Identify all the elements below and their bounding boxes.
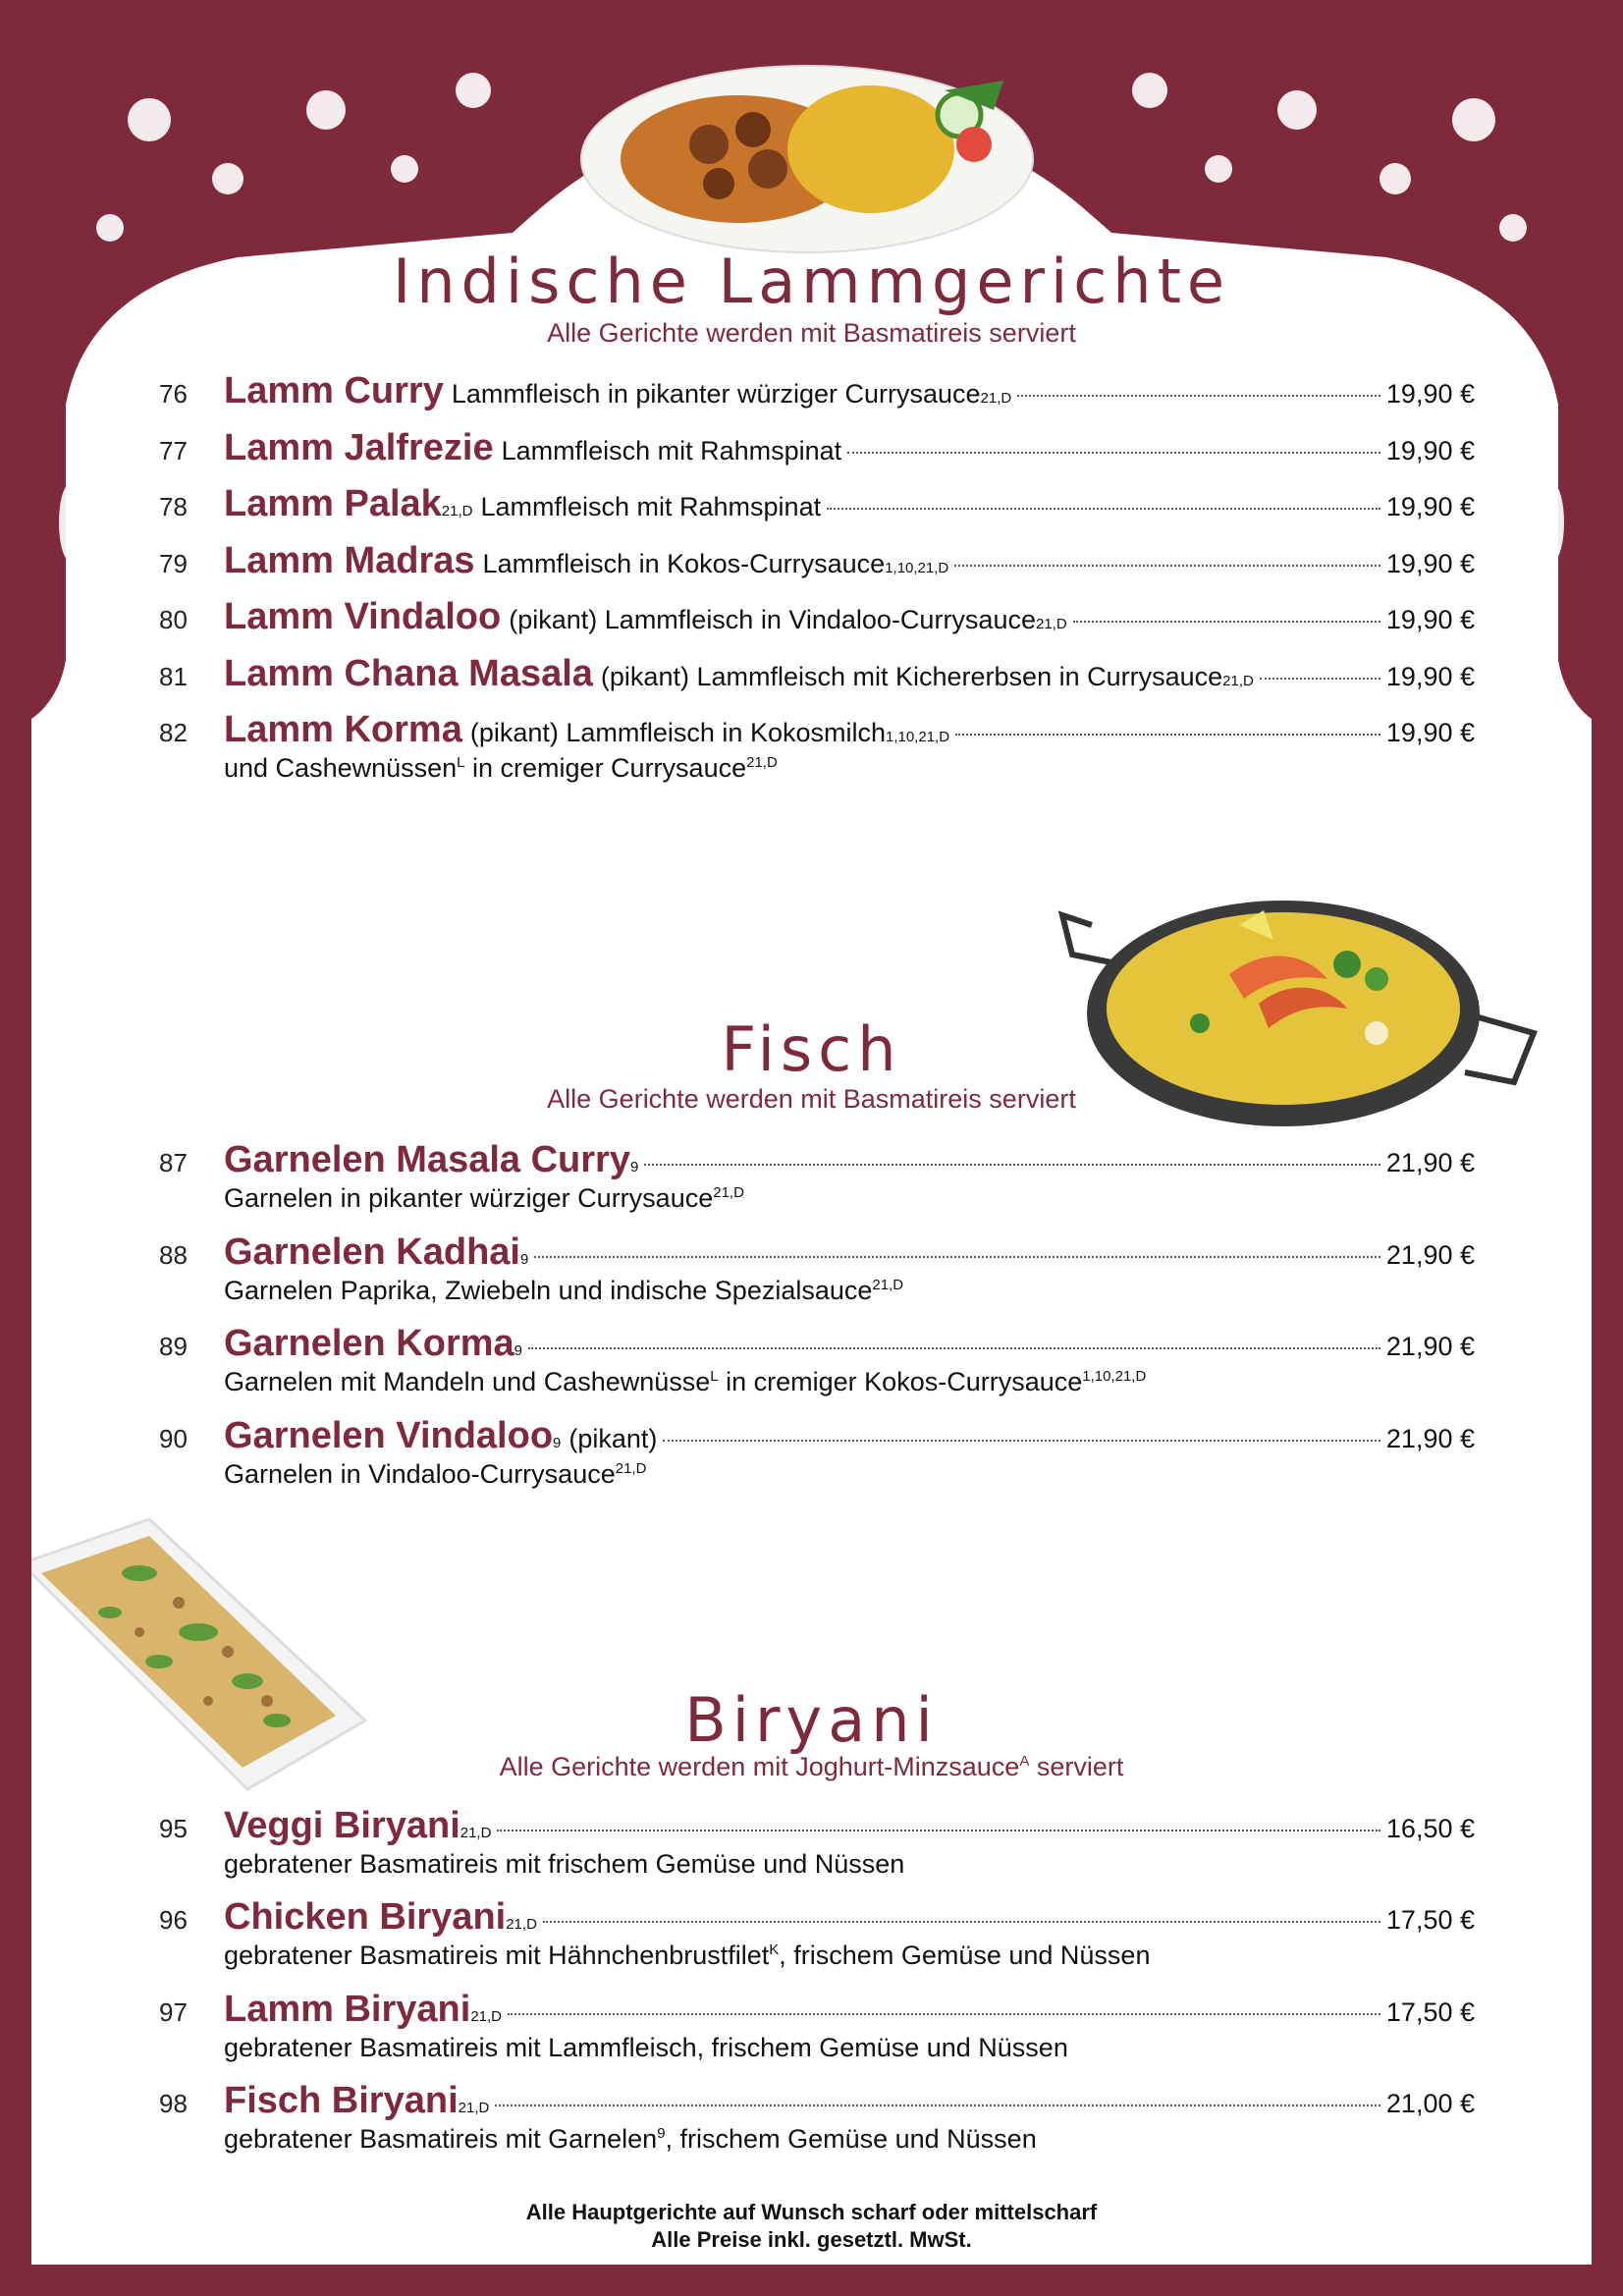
allergen-code: 21,D <box>872 1277 904 1293</box>
menu-page <box>31 31 1592 2265</box>
item-name: Veggi Biryani <box>224 1805 460 1846</box>
item-description-line2 <box>224 1367 1475 1397</box>
item-description: Garnelen mit Mandeln und Cashewnüsse <box>224 1367 711 1396</box>
dot-leader <box>495 2105 1380 2106</box>
section-title-biryani: Biryani <box>684 1684 939 1756</box>
menu-item: 76 Lamm Curry Lammfleisch in pikanter würziger Currysauce 21,D 19,90 € <box>159 370 1475 411</box>
item-description: , frischem Gemüse und Nüssen <box>665 2124 1037 2154</box>
item-number: 81 <box>159 662 188 691</box>
item-description-line2 <box>224 1459 1475 1490</box>
item-name: Lamm Korma <box>224 709 462 750</box>
menu-item <box>159 427 1475 469</box>
dot-leader <box>644 1164 1380 1166</box>
item-description: gebratener Basmatireis mit Hähnchenbrustfilet <box>224 1941 770 1970</box>
item-description-line2 <box>224 2124 1475 2155</box>
item-description: gebratener Basmatireis mit Lammfleisch, frischem Gemüse und Nüssen <box>224 2033 1068 2062</box>
item-price: 21,00 € <box>1385 2089 1475 2118</box>
item-name: Lamm Curry <box>224 370 444 411</box>
item-description: Lammfleisch mit Rahmspinat <box>480 492 822 521</box>
item-price: 19,90 € <box>1385 605 1475 634</box>
item-description-line2 <box>224 1276 1475 1306</box>
item-description: Lammfleisch in Kokos-Currysauce <box>482 549 886 578</box>
item-description: Garnelen in pikanter würziger Currysauce <box>224 1183 714 1213</box>
item-description: (pikant) Lammfleisch mit Kichererbsen in Currysauce <box>600 662 1223 691</box>
item-price: 19,90 € <box>1385 436 1475 465</box>
item-number: 77 <box>159 436 188 465</box>
dot-leader <box>543 1921 1380 1923</box>
item-name: Lamm Biryani <box>224 1989 471 2030</box>
item-name: Lamm Vindaloo <box>224 596 502 637</box>
dot-leader <box>847 452 1380 454</box>
item-description-line2 <box>224 1183 1475 1214</box>
item-description: in cremiger Currysauce <box>464 753 747 783</box>
item-description-line2 <box>224 753 1475 784</box>
footer-line-spice: Alle Hauptgerichte auf Wunsch scharf oder mittelscharf <box>525 2200 1098 2224</box>
lamb-curry-plate-image <box>571 51 1043 267</box>
item-number: 76 <box>159 379 188 409</box>
section-title-fish: Fisch <box>721 1013 902 1085</box>
item-description: (pikant) Lammfleisch in Kokosmilch <box>469 718 886 747</box>
item-name: Fisch Biryani <box>224 2080 459 2121</box>
item-number: 97 <box>159 1997 188 2027</box>
item-description: in cremiger Kokos-Currysauce <box>718 1367 1083 1396</box>
allergen-code: 21,D <box>713 1184 744 1201</box>
item-description: gebratener Basmatireis mit frischem Gemüse und Nüssen <box>224 1849 905 1879</box>
item-price: 21,90 € <box>1385 1148 1475 1177</box>
item-price: 17,50 € <box>1385 1997 1475 2027</box>
item-description: und Cashewnüssen <box>224 753 458 783</box>
section-subtitle-lamb: Alle Gerichte werden mit Basmatireis serviert <box>547 318 1076 348</box>
item-description: Lammfleisch mit Rahmspinat <box>501 436 842 465</box>
subtitle-text: Alle Gerichte werden mit Joghurt-Minzsauce <box>499 1752 1020 1781</box>
item-number: 89 <box>159 1332 188 1361</box>
menu-item: 78 Lamm Palak 21,D Lammfleisch mit Rahmspinat 19,90 € <box>159 483 1475 524</box>
allergen-code: A <box>1019 1753 1030 1770</box>
allergen-code: L <box>457 754 465 771</box>
dot-leader <box>1260 678 1380 680</box>
dot-leader <box>827 508 1380 510</box>
item-name: Lamm Palak <box>224 483 442 524</box>
dot-leader <box>508 2013 1380 2015</box>
section-subtitle-fish: Alle Gerichte werden mit Basmatireis serviert <box>547 1084 1076 1114</box>
item-price: 21,90 € <box>1385 1240 1475 1270</box>
item-number: 90 <box>159 1424 188 1453</box>
dot-leader <box>954 565 1380 567</box>
item-price: 19,90 € <box>1385 492 1475 521</box>
item-description: Garnelen Paprika, Zwiebeln und indische Spezialsauce <box>224 1276 873 1305</box>
item-name: Lamm Chana Masala <box>224 653 593 694</box>
item-description: Lammfleisch in pikanter würziger Currysauce <box>451 379 981 409</box>
item-name: Garnelen Masala Curry <box>224 1139 630 1180</box>
menu-item: 90 Garnelen Vindaloo 9 (pikant) 21,90 € Garnelen in Vindaloo-Currysauce$^{21,D}$ <box>159 1415 1475 1489</box>
item-description-line2 <box>224 2033 1475 2063</box>
item-name: Garnelen Vindaloo <box>224 1415 554 1456</box>
item-price: 17,50 € <box>1385 1905 1475 1935</box>
item-number: 96 <box>159 1905 188 1935</box>
item-description: gebratener Basmatireis mit Garnelen <box>224 2124 658 2154</box>
allergen-code: L <box>710 1368 719 1385</box>
allergen-code: 9 <box>657 2125 666 2142</box>
section-title-lamb: Indische Lammgerichte <box>392 246 1231 317</box>
item-price: 16,50 € <box>1385 1814 1475 1843</box>
item-price: 19,90 € <box>1385 718 1475 747</box>
item-price: 19,90 € <box>1385 662 1475 691</box>
item-price: 19,90 € <box>1385 379 1475 409</box>
menu-item: 79 Lamm Madras Lammfleisch in Kokos-Currysauce 1,10,21,D 19,90 € <box>159 540 1475 581</box>
item-number: 79 <box>159 549 188 578</box>
item-number: 80 <box>159 605 188 634</box>
dot-leader <box>534 1256 1380 1258</box>
menu-item: 98 Fisch Biryani 21,D 21,00 € gebratener Basmatireis mit Garnelen$^9$, frischem Gemüse und Nüssen <box>159 2080 1475 2154</box>
item-description: (pikant) Lammfleisch in Vindaloo-Currysauce <box>509 605 1036 634</box>
dot-leader <box>528 1347 1380 1349</box>
item-description-line2 <box>224 1849 1475 1880</box>
item-price: 19,90 € <box>1385 549 1475 578</box>
dot-leader <box>1073 621 1380 623</box>
item-number: 95 <box>159 1814 188 1843</box>
section-subtitle-biryani <box>31 1752 1592 1782</box>
allergen-code: 21,D <box>615 1460 647 1477</box>
item-name: Lamm Jalfrezie <box>224 427 494 468</box>
item-number: 98 <box>159 2089 188 2118</box>
dot-leader <box>497 1830 1380 1831</box>
footer-line-tax: Alle Preise inkl. gesetztl. MwSt. <box>651 2227 972 2252</box>
item-description-line2 <box>224 1941 1475 1971</box>
subtitle-text: serviert <box>1029 1752 1124 1781</box>
menu-item: 88 Garnelen Kadhai 9 21,90 € Garnelen Paprika, Zwiebeln und indische Spezialsauce$^{21,D}$ <box>159 1231 1475 1305</box>
item-number: 87 <box>159 1148 188 1177</box>
allergen-code: K <box>769 1941 780 1958</box>
menu-item: 97 Lamm Biryani 21,D 17,50 € gebratener Basmatireis mit Lammfleisch, frischem Gemüse und Nüssen <box>159 1989 1475 2062</box>
item-name: Garnelen Korma <box>224 1323 514 1364</box>
allergen-code: 21,D <box>746 754 778 771</box>
menu-item: 81 Lamm Chana Masala (pikant) Lammfleisch mit Kichererbsen in Currysauce 21,D 19,90 € <box>159 653 1475 694</box>
item-name: Chicken Biryani <box>224 1896 507 1938</box>
item-number: 88 <box>159 1240 188 1270</box>
item-description: Garnelen in Vindaloo-Currysauce <box>224 1459 616 1489</box>
footer-note <box>31 2200 1592 2253</box>
item-name: Garnelen Kadhai <box>224 1231 520 1273</box>
menu-item: 87 Garnelen Masala Curry 9 21,90 € Garnelen in pikanter würziger Currysauce$^{21,D}$ <box>159 1139 1475 1213</box>
item-price: 21,90 € <box>1385 1424 1475 1453</box>
item-number: 82 <box>159 718 188 747</box>
dot-leader <box>955 734 1380 736</box>
menu-item: 95 Veggi Biryani 21,D 16,50 € gebratener Basmatireis mit frischem Gemüse und Nüssen <box>159 1805 1475 1879</box>
menu-item: 80 Lamm Vindaloo (pikant) Lammfleisch in Vindaloo-Currysauce 21,D 19,90 € <box>159 596 1475 637</box>
dot-leader <box>1017 395 1380 397</box>
item-name: Lamm Madras <box>224 540 475 581</box>
item-price: 21,90 € <box>1385 1332 1475 1361</box>
dot-leader <box>663 1440 1380 1442</box>
menu-item: 96 Chicken Biryani 21,D 17,50 € gebratener Basmatireis mit Hähnchenbrustfilet$^K$, frischem Gemüse und Nüssen <box>159 1896 1475 1970</box>
menu-item: 89 Garnelen Korma 9 21,90 € Garnelen mit Mandeln und Cashewnüsse$^L$ in cremiger Kokos-Currysauce$^{1,10,21,D}$ <box>159 1323 1475 1396</box>
item-description: (pikant) <box>568 1424 658 1453</box>
item-number: 78 <box>159 492 188 521</box>
menu-item: 82 Lamm Korma (pikant) Lammfleisch in Kokosmilch 1,10,21,D 19,90 € und Cashewnüssen$^L$ in cremiger Currysauce$^{21,D}$ <box>159 709 1475 783</box>
allergen-code: 1,10,21,D <box>1082 1368 1147 1385</box>
item-description: , frischem Gemüse und Nüssen <box>779 1941 1151 1970</box>
